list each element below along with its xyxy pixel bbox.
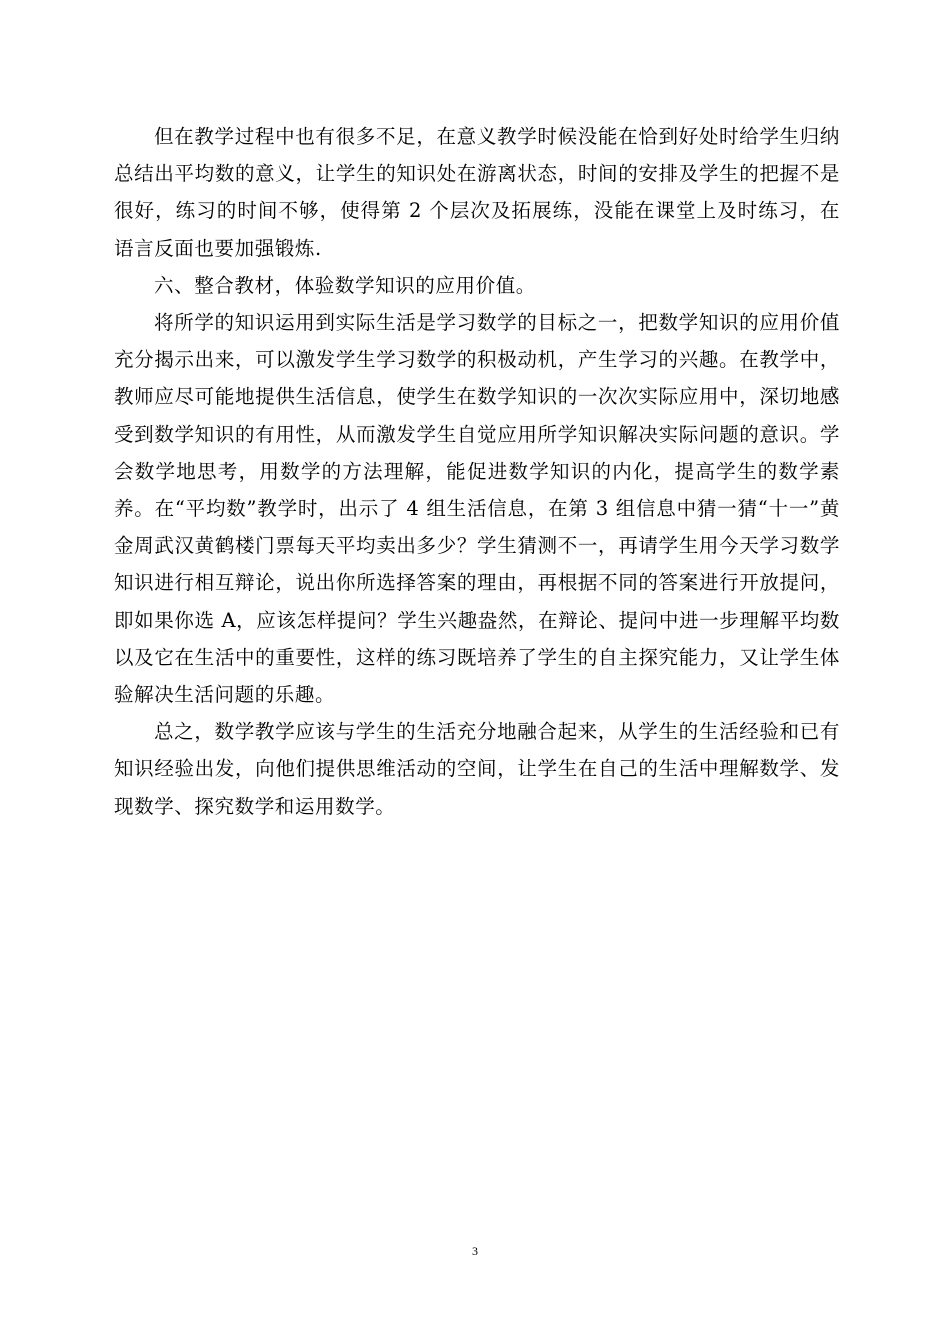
- document-body: [114, 118, 840, 825]
- section-heading: 六、整合教材，体验数学知识的应用价值。: [154, 273, 536, 297]
- page-number: 3: [472, 1244, 478, 1258]
- paragraph-conclusion: 总之，数学教学应该与学生的生活充分地融合起来，从学生的生活经验和已有知识经验出发，向他们提供思维活动的空间，让学生在自己的生活中理解数学、发现数学、探究数学和运用数学。: [114, 720, 840, 818]
- paragraph-reflection: 但在教学过程中也有很多不足，在意义教学时候没能在恰到好处时给学生归纳总结出平均数的意义，让学生的知识处在游离状态，时间的安排及学生的把握不是很好，练习的时间不够，使得第 2 个层次及拓展练，没能在课堂上及时练习，在语言反面也要加强锻炼.: [114, 125, 840, 260]
- paragraph-application: 将所学的知识运用到实际生活是学习数学的目标之一，把数学知识的应用价值充分揭示出来，可以激发学生学习数学的积极动机，产生学习的兴趣。在教学中，教师应尽可能地提供生活信息，使学生在数学知识的一次次实际应用中，深切地感受到数学知识的有用性，从而激发学生自觉应用所学知识解决实际问题的意识。学会数学地思考，用数学的方法理解，能促进数学知识的内化，提高学生的数学素养。在“平均数”教学时，出示了 4 组生活信息，在第 3 组信息中猜一猜“十一”黄金周武汉黄鹤楼门票每天平均卖出多少？学生猜测不一，再请学生用今天学习数学知识进行相互辩论，说出你所选择答案的理由，再根据不同的答案进行开放提问，即如果你选 A，应该怎样提问？学生兴趣盎然，在辩论、提问中进一步理解平均数以及它在生活中的重要性，这样的练习既培养了学生的自主探究能力，又让学生体验解决生活问题的乐趣。: [114, 311, 840, 707]
